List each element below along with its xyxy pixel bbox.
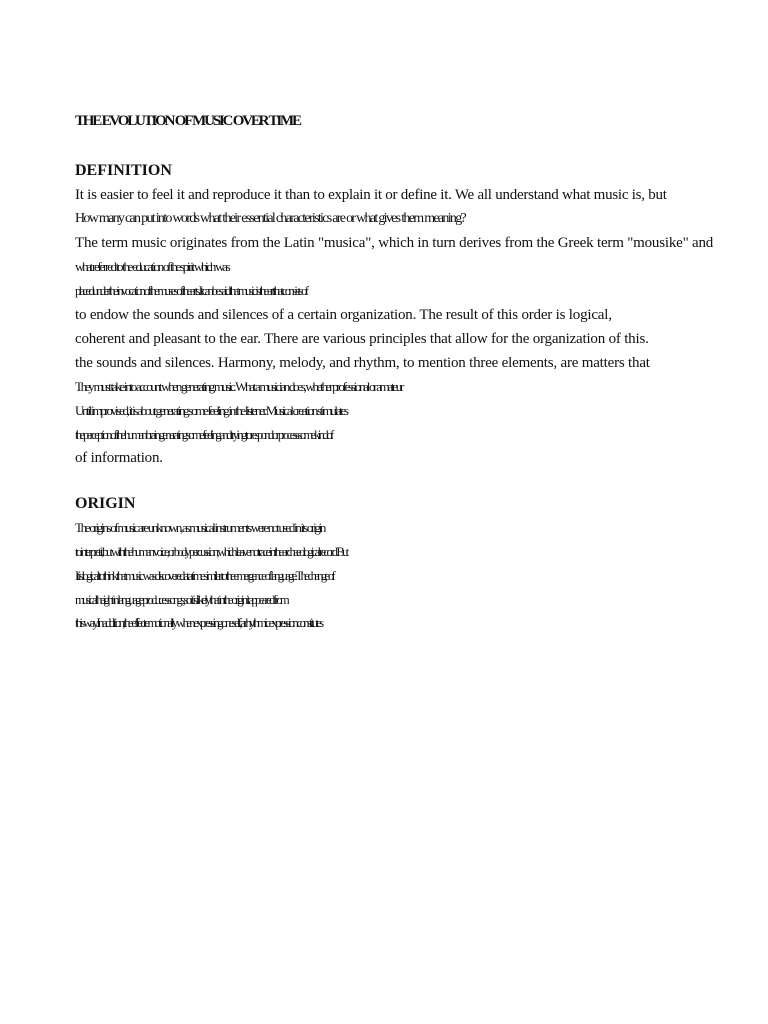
section-heading-origin: ORIGIN [75, 495, 136, 512]
paragraph-line: How many can put into words what their essential characteristics are or what gives them meaning? [75, 211, 466, 226]
paragraph-line: Until improvised, it is about generating some feeling in the listener. Musical creation stimulates [75, 403, 347, 418]
paragraph-line: It is logical to think that music was discovered at a time similar to the emergence of language. The change of [75, 569, 334, 583]
paragraph-line: placed under the invocation of the muses of the arts. It can be said that music is the art that consists of [75, 284, 307, 298]
paragraph-line: The term music originates from the Latin "musica", which in turn derives from the Greek term "mousike" and [75, 235, 714, 251]
paragraph-line: It is easier to feel it and reproduce it than to explain it or define it. We all understand what music is, but [75, 187, 667, 203]
paragraph-line: this way. In addition, the effect emotionally when expressing oneself, a rhythmic expression constitutes [75, 616, 322, 630]
paragraph-line: to interpret it, but with the human voice, or body percussion, which leave no trace in the archaeological record. But [75, 545, 347, 559]
paragraph-line: the perception of the human brain generating some feeling and trying to respond or process some kind of [75, 428, 332, 442]
section-heading-definition: DEFINITION [75, 162, 172, 179]
paragraph-line: musical height in language produces songs, so it is likely that in the origin it appeared from [75, 593, 288, 607]
paragraph-line: to endow the sounds and silences of a certain organization. The result of this order is logical, [75, 307, 612, 323]
document-title: THE EVOLUTION OF MUSIC OVER TIME [75, 113, 300, 129]
paragraph-line: what referred to the education of the spirit which was [75, 259, 229, 274]
paragraph-line: of information. [75, 450, 163, 466]
paragraph-line: They must take into account when generating music. What a musician does, whether professional or amateur [75, 379, 402, 394]
paragraph-line: coherent and pleasant to the ear. There are various principles that allow for the organization of this. [75, 331, 649, 347]
paragraph-line: The origins of music are unknown, as musical instruments were not used in its origin [75, 520, 325, 535]
paragraph-line: the sounds and silences. Harmony, melody, and rhythm, to mention three elements, are matters that [75, 355, 650, 371]
